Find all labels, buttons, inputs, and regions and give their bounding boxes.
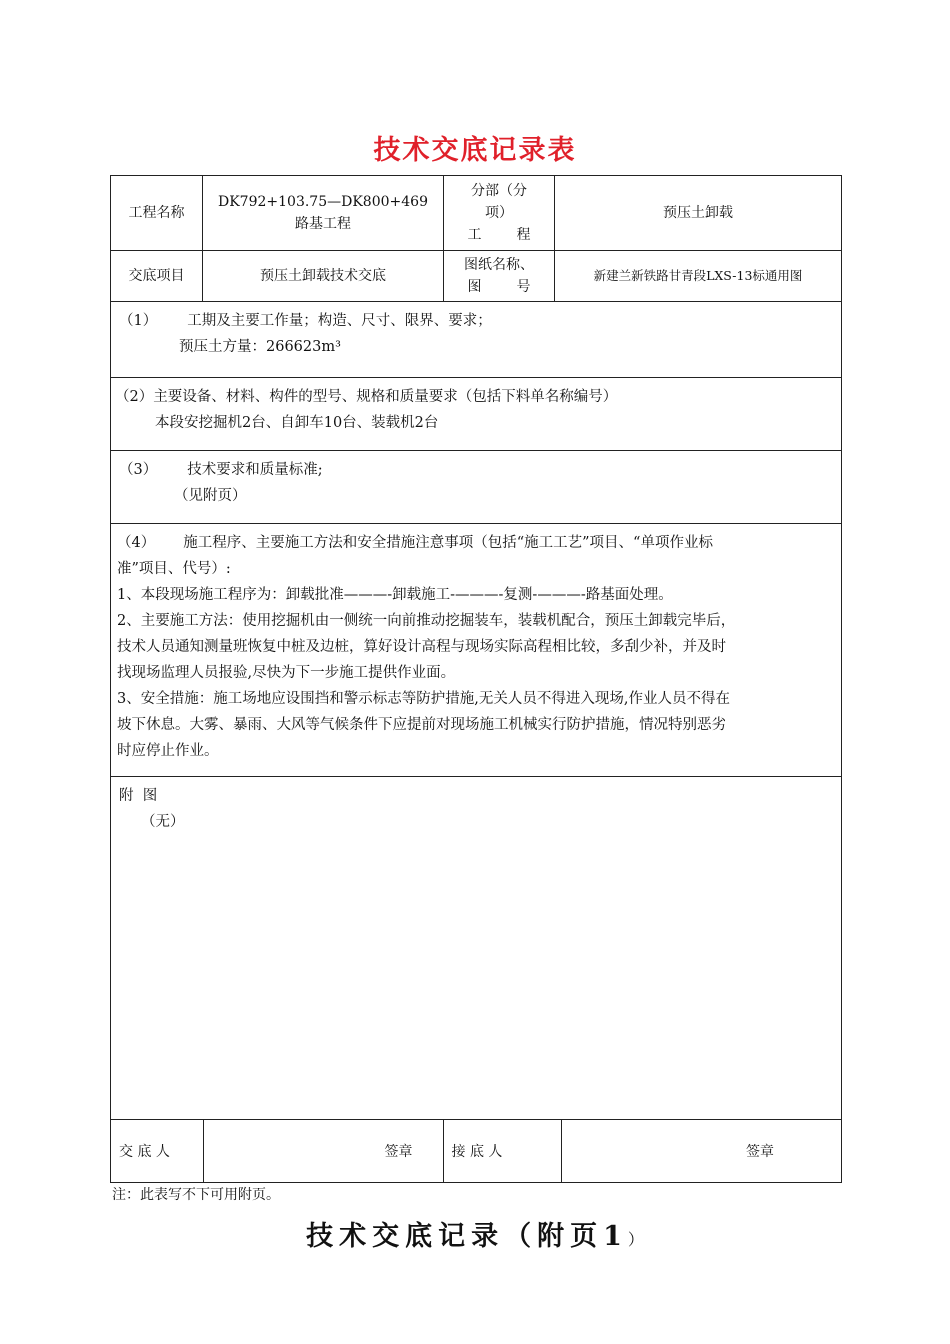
drawing-label-line2 [444, 276, 554, 298]
giver-signature-field[interactable] [203, 1120, 443, 1182]
section2-heading: （2）主要设备、材料、构件的型号、规格和质量要求（包括下料单名称编号） [115, 389, 618, 405]
section4-row [111, 524, 842, 777]
drawing-label-line1: 图纸名称、 [464, 257, 534, 273]
receiver-label: 接 底 人 [443, 1120, 561, 1182]
section4-number: （4） [117, 535, 156, 551]
section4-item3-line3: 时应停止作业。 [117, 743, 219, 759]
section1-heading-line [119, 308, 833, 334]
giver-label: 交 底 人 [111, 1120, 203, 1182]
section4-heading-continued: 准”项目、代号）: [117, 561, 231, 577]
section4-item2-line2: 技术人员通知测量班恢复中桩及边桩，算好设计高程与现场实际高程相比较，多刮少补，并及时 [117, 639, 726, 655]
section1-row [111, 302, 842, 378]
section3-heading: 技术要求和质量标准; [187, 462, 323, 478]
section3-number: （3） [119, 462, 158, 478]
sub-project-label-line1: 分部（分 [471, 183, 527, 199]
section4-heading: 施工程序、主要施工方法和安全措施注意事项（包括“施工工艺”项目、“单项作业标 [183, 535, 713, 551]
section2-content: 本段安挖掘机2台、自卸车10台、装载机2台 [155, 415, 439, 431]
section4-item2-line1: 2、主要施工方法：使用挖掘机由一侧统一向前推动挖掘装车，装载机配合，预压土卸载完毕后， [117, 613, 736, 629]
disclosure-form-table [110, 175, 842, 1183]
section4-item3-line1: 3、安全措施：施工场地应设围挡和警示标志等防护措施,无关人员不得进入现场,作业人员不得在 [117, 691, 730, 707]
drawing-value: 新建兰新铁路甘青段LXS-13标通用图 [555, 251, 842, 302]
drawing-label-char-b: 号 [516, 279, 531, 295]
section4-cell [111, 524, 842, 777]
signature-cell [111, 1120, 842, 1183]
section1-content: 预压土方量：266623m³ [179, 339, 341, 355]
attachment-cell [111, 777, 842, 1120]
footnote: 注：此表写不下可用附页。 [112, 1187, 280, 1203]
sub-project-label-char-a: 工 [467, 227, 482, 243]
item-row [111, 251, 842, 302]
sub-project-label-line3 [444, 224, 554, 246]
attachment-content: （无） [141, 814, 185, 830]
receiver-signature-field[interactable] [561, 1120, 842, 1182]
section1-heading: 工期及主要工作量；构造、尺寸、限界、要求； [187, 313, 492, 329]
project-mileage: DK792+103.75—DK800+469 [218, 194, 428, 210]
sub-project-label-char-b: 程 [516, 227, 531, 243]
project-name-value [203, 176, 444, 251]
sub-project-label-line2: 项） [485, 205, 513, 221]
signature-table [111, 1120, 842, 1182]
project-type: 路基工程 [295, 216, 351, 232]
section1-cell [111, 302, 842, 378]
section3-row [111, 451, 842, 524]
section3-cell [111, 451, 842, 524]
appendix-title-main: 技术交底记录（附页1 [306, 1221, 628, 1252]
disclosure-item-label: 交底项目 [111, 251, 203, 302]
document-title: 技术交底记录表 [373, 135, 577, 166]
appendix-title-paren: ） [627, 1230, 644, 1249]
sub-project-label [444, 176, 555, 251]
section4-heading-line [117, 530, 835, 556]
section4-item1: 1、本段现场施工程序为：卸载批准———-卸载施工-———-复测-———-路基面处理。 [117, 587, 673, 603]
disclosure-item-value: 预压土卸载技术交底 [203, 251, 444, 302]
section3-content: （见附页） [174, 488, 247, 504]
section4-item2-line3: 找现场监理人员报验,尽快为下一步施工提供作业面。 [117, 665, 456, 681]
project-name-label: 工程名称 [111, 176, 203, 251]
drawing-label-char-a: 图 [467, 279, 482, 295]
giver-sign-label: 签章 [384, 1144, 413, 1160]
appendix-title [0, 1214, 950, 1253]
signature-row [111, 1120, 842, 1183]
attachment-label: 附 图 [119, 788, 158, 804]
receiver-sign-label: 签章 [746, 1144, 774, 1160]
project-row [111, 176, 842, 251]
section1-number: （1） [119, 313, 158, 329]
section4-item3-line2: 坡下休息。大雾、暴雨、大风等气候条件下应提前对现场施工机械实行防护措施，情况特别恶劣 [117, 717, 726, 733]
section2-row [111, 378, 842, 451]
section2-cell [111, 378, 842, 451]
sub-project-value: 预压土卸载 [555, 176, 842, 251]
drawing-label [444, 251, 555, 302]
section3-heading-line [119, 457, 833, 483]
attachment-row [111, 777, 842, 1120]
